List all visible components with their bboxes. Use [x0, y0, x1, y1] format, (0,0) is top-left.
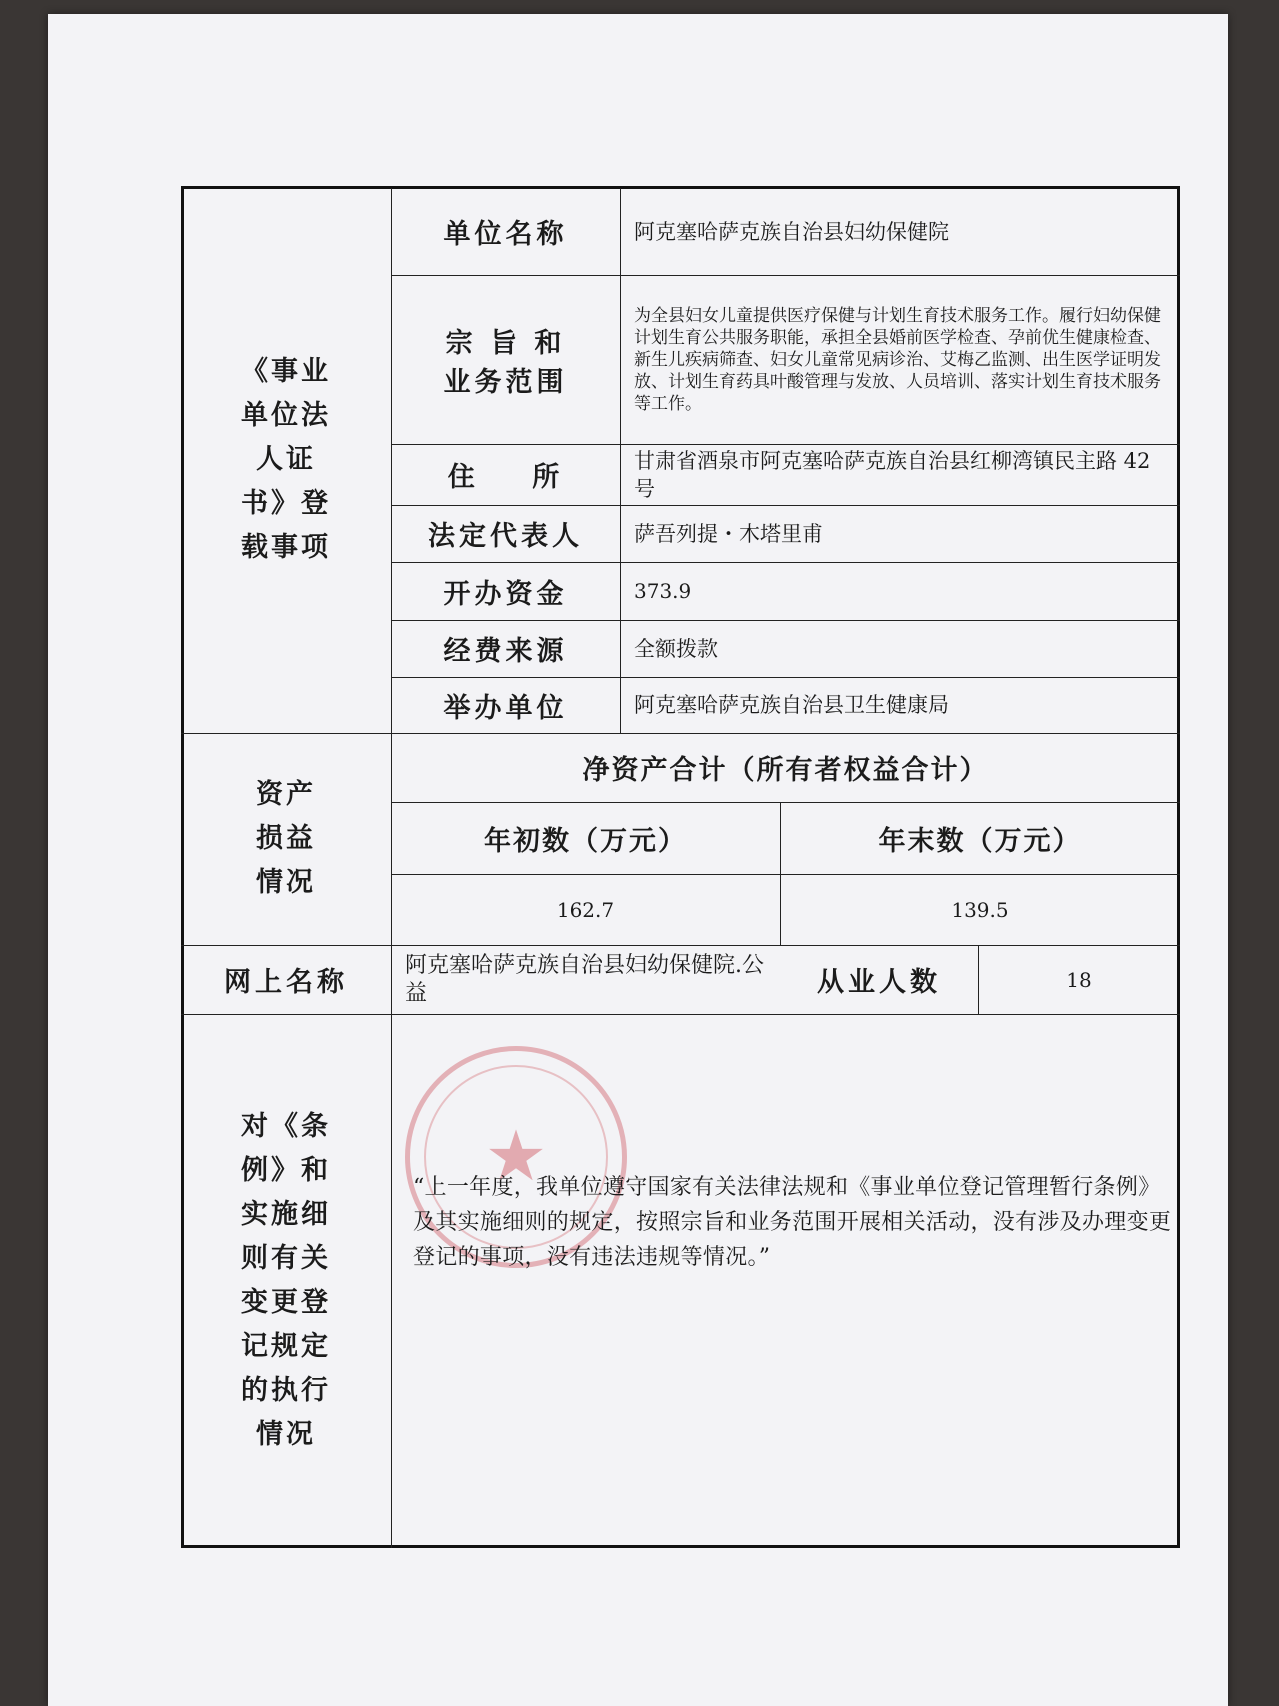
purpose-value: 为全县妇女儿童提供医疗保健与计划生育技术服务工作。履行妇幼保健计划生育公共服务职能，承担全县婚前医学检查、孕前优生健康检查、新生儿疾病筛查、妇女儿童常见病诊治、艾梅乙监测、出生医学证明发放、计划生育药具叶酸管理与发放、人员培训、落实计划生育技术服务等工作。 — [634, 305, 1161, 414]
online-name-value: 阿克塞哈萨克族自治县妇幼保健院.公益 — [405, 952, 764, 1006]
year-end-value: 139.5 — [951, 897, 1009, 922]
section-compliance: 对《条例》和实施细则有关变更登记规定的执行情况 — [241, 1111, 331, 1450]
sponsor-value: 阿克塞哈萨克族自治县卫生健康局 — [634, 693, 949, 717]
legal-rep-label: 法定代表人 — [428, 521, 583, 552]
year-start-value: 162.7 — [556, 897, 615, 922]
seal-star-icon: ★ — [484, 1115, 548, 1197]
section-registered-items: 《事业单位法人证书》登载事项 — [241, 355, 331, 563]
year-start-label: 年初数（万元） — [484, 825, 687, 857]
year-end-label: 年末数（万元） — [878, 825, 1082, 857]
net-assets-header: 净资产合计（所有者权益合计） — [582, 755, 989, 786]
address-value: 甘肃省酒泉市阿克塞哈萨克族自治县红柳湾镇民主路 42 号 — [634, 448, 1151, 501]
address-label: 住 所 — [447, 462, 564, 493]
section-assets: 资产损益情况 — [256, 779, 316, 898]
funding-value: 全额拨款 — [634, 636, 718, 661]
funding-label: 经费来源 — [443, 636, 568, 667]
capital-label: 开办资金 — [443, 578, 568, 610]
purpose-label: 宗 旨 和 业务范围 — [443, 327, 568, 398]
legal-rep-value: 萨吾列提・木塔里甫 — [634, 521, 823, 546]
online-name-label: 网上名称 — [224, 967, 348, 998]
staff-count-label: 从业人数 — [817, 967, 941, 998]
compliance-statement: “上一年度，我单位遵守国家有关法律法规和《事业单位登记管理暂行条例》及其实施细则的规定，按照宗旨和业务范围开展相关活动，没有涉及办理变更登记的事项，没有违法违规等情况。” — [413, 1175, 1172, 1270]
sponsor-label: 举办单位 — [443, 692, 568, 724]
capital-value: 373.9 — [634, 579, 692, 603]
unit-name-value: 阿克塞哈萨克族自治县妇幼保健院 — [634, 219, 949, 244]
staff-count-value: 18 — [1066, 967, 1092, 992]
unit-name-label: 单位名称 — [443, 219, 568, 250]
